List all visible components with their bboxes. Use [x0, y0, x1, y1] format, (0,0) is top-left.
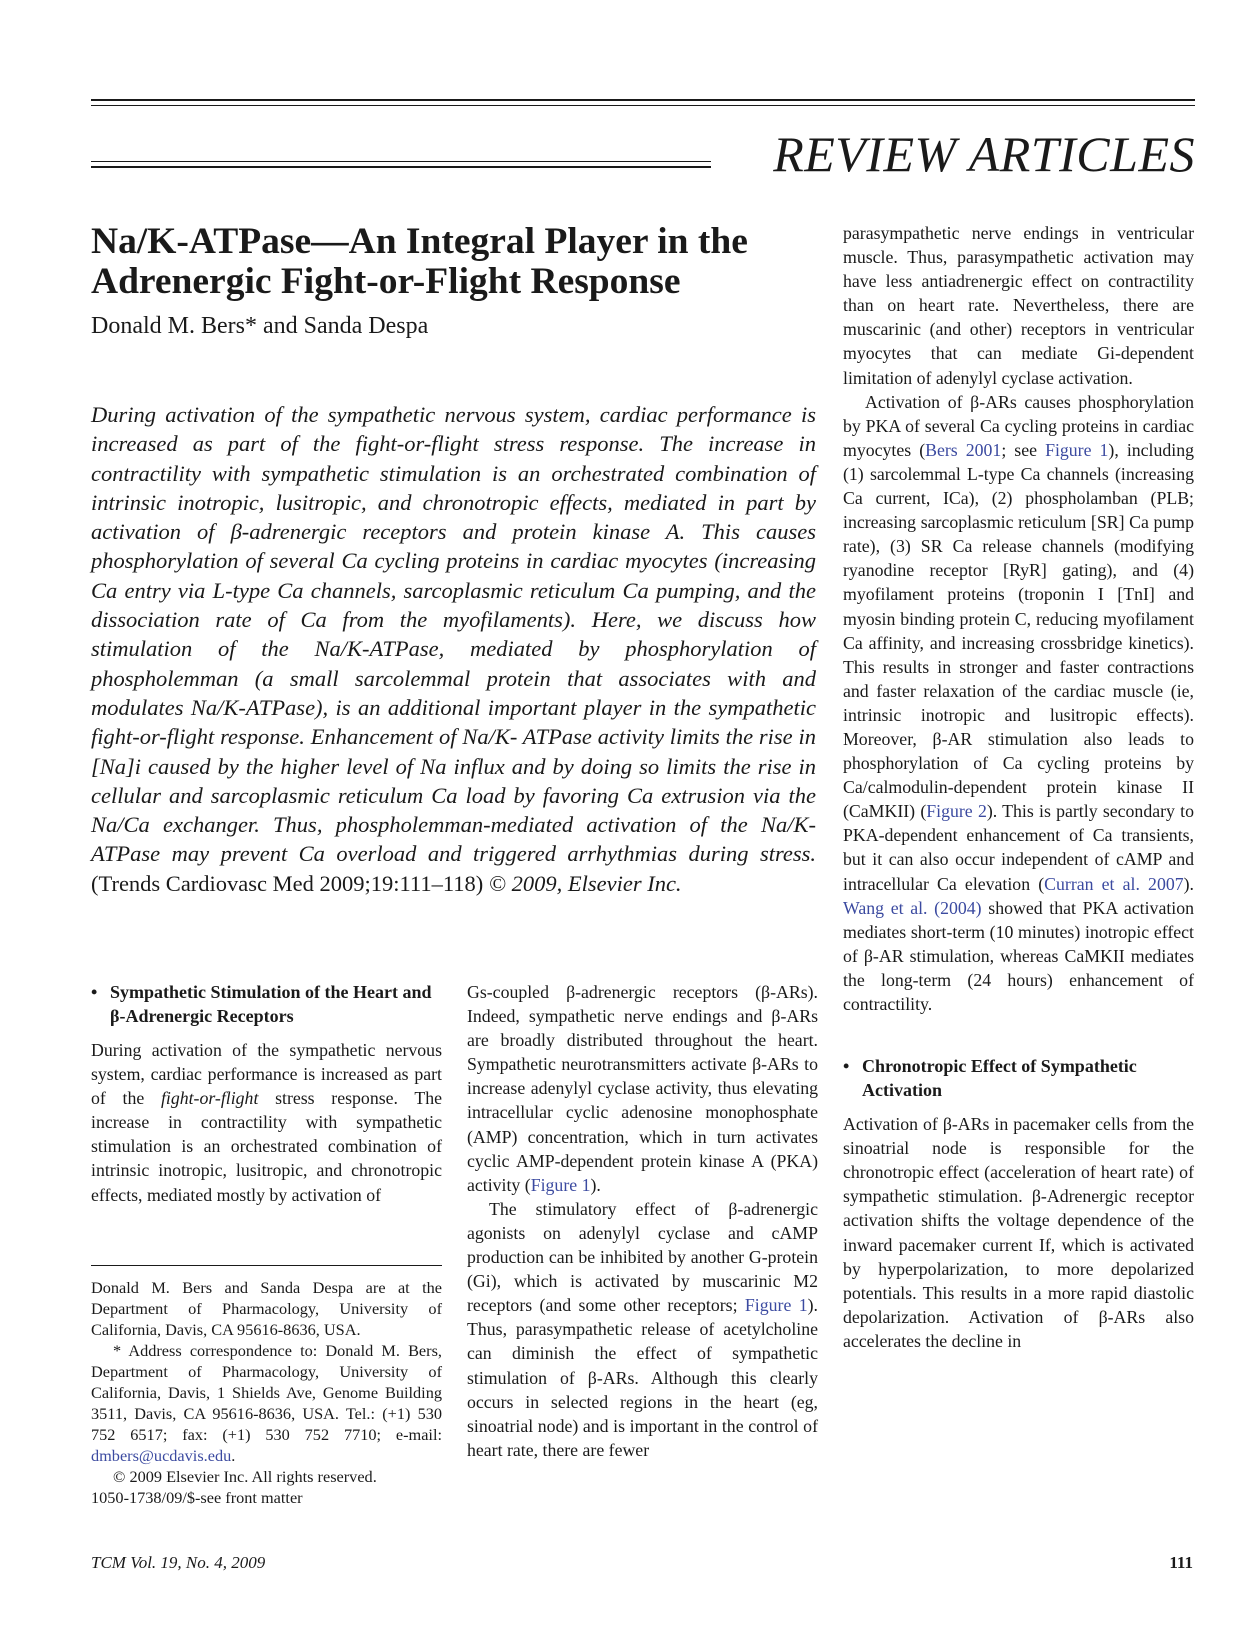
citation-journal: (Trends Cardiovasc Med 2009;19:111–118)	[91, 870, 484, 896]
body-column-1	[91, 980, 442, 1207]
col1-paragraph-1	[91, 1038, 442, 1207]
footnote-issn: 1050-1738/09/$-see front matter	[91, 1488, 303, 1507]
col3-paragraph-2	[843, 390, 1194, 1016]
curran-2007-link[interactable]: Curran et al. 2007	[1044, 873, 1184, 894]
col3-p2-text-b: ; see	[1001, 439, 1046, 460]
col3-p2-text-c: ), including (1) sarcolemmal L-type Ca channels (increasing Ca current, ICa), (2) phospholamban (PLB; increasing sarcoplasmic reticulum [SR] Ca pump rate), (3) SR Ca release channels (modifying ryanodine receptor [RyR] gating), and (4) myofilament proteins (troponin I [TnI] and myosin binding protein C, reducing myofilament Ca affinity, and increasing crossbridge kinetics). This results in stronger and faster contractions and faster relaxation of the cardiac muscle (ie, intrinsic inotropic and lusitropic effects). Moreover, β-AR stimulation also leads to phosphorylation of Ca cycling proteins by Ca/calmodulin-dependent protein kinase II (CaMKII) (	[843, 439, 1194, 822]
citation-copyright: © 2009, Elsevier Inc.	[488, 870, 682, 896]
footnote-email-end: .	[231, 1446, 236, 1465]
article-authors: Donald M. Bers* and Sanda Despa	[91, 313, 429, 339]
wang-2004-link[interactable]: Wang et al. (2004)	[843, 897, 982, 918]
col3-p2-text-a: Activation of β-ARs causes phosphorylation by PKA of several Ca cycling proteins in cardiac myocytes (	[843, 391, 1194, 460]
footnote-copyright: © 2009 Elsevier Inc. All rights reserved.	[113, 1467, 377, 1486]
col2-p1-text-a: Gs-coupled β-adrenergic receptors (β-ARs). Indeed, sympathetic nerve endings and β-ARs are broadly distributed throughout the heart. Sympathetic neurotransmitters activate β-ARs to increase adenylyl cyclase activity, thus elevating intracellular cyclic adenosine monophosphate (AMP) concentration, which in turn activates cyclic AMP-dependent protein kinase A (PKA) activity (	[467, 982, 818, 1195]
page-number: 111	[1169, 1553, 1193, 1572]
col3-paragraph-3: Activation of β-ARs in pacemaker cells from the sinoatrial node is responsible for the chronotropic effect (acceleration of heart rate) of sympathetic stimulation. β-Adrenergic receptor activation shifts the voltage dependence of the inward pacemaker current If, which is activated by hyperpolarization, to more depolarized potentials. This results in a more rapid diastolic depolarization. Activation of β-ARs also accelerates the decline in	[843, 1114, 1194, 1351]
header-left-rule-upper	[91, 161, 711, 162]
section-heading-chronotropic-effect: • Chronotropic Effect of Sympathetic Activation	[843, 1054, 1194, 1102]
header-second-rule	[91, 105, 1195, 106]
article-title	[91, 222, 831, 302]
figure-1-link[interactable]: Figure 1	[1045, 439, 1109, 460]
abstract-citation	[91, 871, 682, 896]
col3-p2-text-d: ). This is partly secondary to PKA-dependent enhancement of Ca transients, but it can also occur independent of cAMP and intracellular Ca elevation (	[843, 801, 1194, 894]
footnote-affiliation: Donald M. Bers and Sanda Despa are at the Department of Pharmacology, University of California, Davis, CA 95616-8636, USA.	[91, 1278, 442, 1339]
col3-paragraph-1: parasympathetic nerve endings in ventricular muscle. Thus, parasympathetic activation may have less antiadrenergic effect on contractility than on heart rate. Nevertheless, there are muscarinic (and other) receptors in ventricular myocytes that can mediate Gi-dependent limitation of adenylyl cyclase activation.	[843, 223, 1194, 388]
body-column-2	[467, 980, 818, 1462]
figure-1-link[interactable]: Figure 1	[530, 1174, 591, 1195]
footer-journal: TCM Vol. 19, No. 4, 2009	[91, 1553, 266, 1572]
footnote-correspondence	[91, 1340, 442, 1466]
header-left-rule-lower	[91, 166, 711, 168]
col1-p1-text-b: stress response. The increase in contractility with sympathetic stimulation is an orchestrated combination of intrinsic inotropic, lusitropic, and chronotropic effects, mediated mostly by activation of	[91, 1088, 442, 1205]
figure-1-link[interactable]: Figure 1	[744, 1295, 808, 1316]
col2-p2-text-b: ). Thus, parasympathetic release of acetylcholine can diminish the effect of sympathetic stimulation of β-ARs. Although this clearly occurs in selected regions in the heart (eg, sinoatrial node) and is important in the control of heart rate, there are fewer	[467, 1295, 818, 1460]
footnote-email-link[interactable]: dmbers@ucdavis.edu	[91, 1446, 232, 1465]
footnote-rule	[91, 1265, 442, 1266]
col3-p2-text-e: ).	[1183, 873, 1194, 894]
section-label: REVIEW ARTICLES	[773, 126, 1195, 182]
col2-paragraph-2	[467, 1197, 818, 1462]
article-title-line-2: Adrenergic Fight-or-Flight Response	[91, 261, 681, 302]
col1-p1-emphasis: fight-or-flight	[160, 1088, 259, 1109]
body-column-3	[843, 221, 1194, 1353]
article-title-line-1: Na/K-ATPase—An Integral Player in the	[91, 221, 748, 262]
section-heading-sympathetic-stimulation: • Sympathetic Stimulation of the Heart and β-Adrenergic Receptors	[91, 980, 442, 1028]
footnote	[91, 1277, 442, 1508]
col2-p2-text-a: The stimulatory effect of β-adrenergic agonists on adenylyl cyclase and cAMP production can be inhibited by another G-protein (Gi), which is activated by muscarinic M2 receptors (and some other receptors;	[467, 1198, 818, 1316]
header-top-rule	[91, 99, 1195, 101]
abstract-text: During activation of the sympathetic nervous system, cardiac performance is increased as part of the fight-or-flight stress response. The increase in contractility with sympathetic stimulation is an orchestrated combination of intrinsic inotropic, lusitropic, and chronotropic effects, mediated in part by activation of β-adrenergic receptors and protein kinase A. This causes phosphorylation of several Ca cycling proteins in cardiac myocytes (increasing Ca entry via L-type Ca channels, sarcoplasmic reticulum Ca pumping, and the dissociation rate of Ca from the myofilaments). Here, we discuss how stimulation of the Na/K-ATPase, mediated by phosphorylation of phospholemman (a small sarcolemmal protein that associates with and modulates Na/K-ATPase), is an additional important player in the sympathetic fight-or-flight response. Enhancement of Na/K- ATPase activity limits the rise in [Na]i caused by the higher level of Na influx and by doing so limits the rise in cellular and sarcoplasmic reticulum Ca load by favoring Ca extrusion via the Na/Ca exchanger. Thus, phospholemman-mediated activation of the Na/K-ATPase may prevent Ca overload and triggered arrhythmias during stress.	[91, 402, 816, 867]
col2-p1-text-b: ).	[590, 1174, 601, 1195]
footnote-correspondence-text: * Address correspondence to: Donald M. Bers, Department of Pharmacology, University of California, Davis, 1 Shields Ave, Genome Building 3511, Davis, CA 95616-8636, USA. Tel.: (+1) 530 752 6517; fax: (+1) 530 752 7710; e-mail:	[91, 1341, 442, 1444]
figure-2-link[interactable]: Figure 2	[926, 801, 987, 822]
col3-p2-text-f: showed that PKA activation mediates short-term (10 minutes) inotropic effect of β-AR stimulation, whereas CaMKII mediates the long-term (24 hours) enhancement of contractility.	[843, 897, 1194, 1014]
bers-2001-link[interactable]: Bers 2001	[925, 439, 1002, 460]
col1-p1-text-a: During activation of the sympathetic nervous system, cardiac performance is increased as part of the	[91, 1040, 442, 1109]
col2-paragraph-1	[467, 980, 818, 1197]
abstract	[91, 400, 816, 898]
